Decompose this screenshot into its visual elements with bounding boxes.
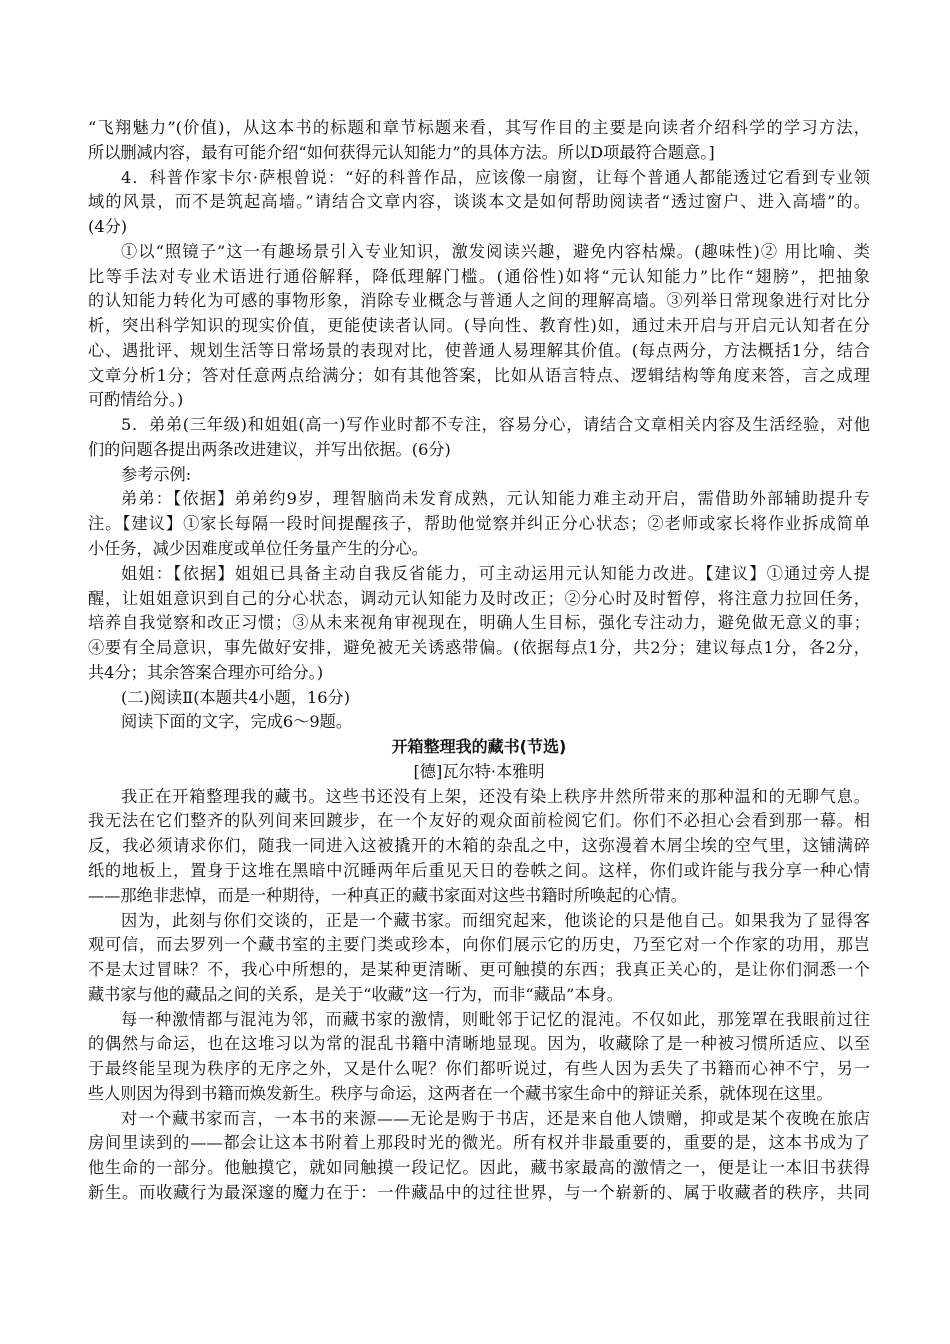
text-line: (4分) <box>88 217 128 237</box>
text-line: 参考示例: <box>121 464 192 484</box>
text-line: 培养自我觉察和改正习惯；③从未来视角审视现在，明确人生目标，强化专注动力，避免做无意义的事； <box>88 613 870 633</box>
text-line: ——那绝非悲悼，而是一种期待，一种真正的藏书家面对这些书籍时所唤起的心情。 <box>88 885 687 905</box>
text-line: 些人则因为得到书籍而焕发新生。秩序与命运，这两者在一个藏书家生命中的辩证关系，就体现在这里。 <box>88 1083 833 1103</box>
text-line: (二)阅读Ⅱ(本题共4小题，16分) <box>121 687 351 707</box>
text-line: 域的风景，而不是筑起高墙。”请结合文章内容，谈谈本文是如何帮助阅读者“透过窗户、进入高墙”的。 <box>88 192 870 212</box>
text-line: “飞翔魅力”(价值)，从这本书的标题和章节标题来看，其写作目的主要是向读者介绍科学的学习方法， <box>88 118 870 137</box>
text-line: 观可信，而去罗列一个藏书室的主要门类或珍本，向你们展示它的历史，乃至它对一个作家的功用，那岂 <box>88 935 870 955</box>
article-author: [德]瓦尔特·本雅明 <box>413 761 545 781</box>
text-line: 我无法在它们整齐的队列间来回踱步，在一个友好的观众面前检阅它们。你们不必担心会看到那一幕。相 <box>88 811 870 831</box>
text-line: 纸的地板上，置身于这堆在黑暗中沉睡两年后重见天日的卷帙之间。这样，你们或许能与我分享一种心情 <box>88 860 870 880</box>
text-line: 藏书家与他的藏品之间的关系，是关于“收藏”这一行为，而非“藏品”本身。 <box>88 984 623 1004</box>
text-line: 姐姐：【依据】姐姐已具备主动自我反省能力，可主动运用元认知能力改进。【建议】①通过旁人提 <box>121 563 870 583</box>
text-line: 弟弟：【依据】弟弟约9岁，理智脑尚未发育成熟，元认知能力难主动开启，需借助外部辅助提升专 <box>121 489 870 509</box>
article-title: 开箱整理我的藏书(节选) <box>391 737 567 757</box>
text-line: 每一种激情都与混沌为邻，而藏书家的激情，则毗邻于记忆的混沌。不仅如此，那笼罩在我眼前过往 <box>121 1009 870 1029</box>
text-line: 不是太过冒昧？不，我心中所想的，是某种更清晰、更可触摸的东西；我真正关心的，是让你们洞悉一个 <box>88 960 870 980</box>
text-line: 房间里读到的——都会让这本书附着上那段时光的微光。所有权并非最重要的，重要的是，这本书成为了 <box>88 1133 870 1153</box>
text-line: 析，突出科学知识的现实价值，更能使读者认同。(导向性、教育性)如，通过未开启与开启元认知者在分 <box>88 316 870 336</box>
text-line: 比等手法对专业术语进行通俗解释，降低理解门槛。(通俗性)如将“元认知能力”比作“翅膀”，把抽象 <box>88 266 870 286</box>
text-line: 反，我必须请求你们，随我一同进入这被撬开的木箱的杂乱之中，这弥漫着木屑尘埃的空气里，这铺满碎 <box>88 836 870 856</box>
text-line: 所以删减内容，最有可能介绍“如何获得元认知能力”的具体方法。所以D项最符合题意。] <box>88 142 715 162</box>
text-line: 5．弟弟(三年级)和姐姐(高一)写作业时都不专注，容易分心，请结合文章相关内容及生活经验，对他 <box>121 415 870 435</box>
text-line: 对一个藏书家而言，一本书的来源——无论是购于书店，还是来自他人馈赠，抑或是某个夜晚在旅店 <box>121 1108 870 1128</box>
text-line: ①以“照镜子”这一有趣场景引入专业知识，激发阅读兴趣，避免内容枯燥。(趣味性)② 用比喻、类 <box>121 241 870 261</box>
text-line: 我正在开箱整理我的藏书。这些书还没有上架，还没有染上秩序井然所带来的那种温和的无聊气息。 <box>121 786 870 806</box>
text-line: 们的问题各提出两条改进建议，并写出依据。(6分) <box>88 439 451 459</box>
text-line: 注。【建议】①家长每隔一段时间提醒孩子，帮助他觉察并纠正分心状态；②老师或家长将作业拆成简单 <box>88 514 870 534</box>
text-line: 可酌情给分。) <box>88 390 184 410</box>
text-line: ④要有全局意识，事先做好安排，避免被无关诱惑带偏。(依据每点1分，共2分；建议每点1分，各2分， <box>88 638 870 658</box>
text-line: 共4分；其余答案合理亦可给分。) <box>88 662 324 682</box>
text-line: 心、遇批评、规划生活等日常场景的表现对比，使普通人易理解其价值。(每点两分，方法概括1分，结合 <box>88 340 870 360</box>
text-line: 醒，让姐姐意识到自己的分心状态，调动元认知能力及时改正；②分心时及时暂停，将注意力拉回任务， <box>88 588 870 608</box>
text-line: 阅读下面的文字，完成6～9题。 <box>121 712 353 732</box>
text-line: 4．科普作家卡尔·萨根曾说：“好的科普作品，应该像一扇窗，让每个普通人都能透过它看到专业领 <box>121 167 870 187</box>
text-line: 于最终能呈现为秩序的无序之外，又是什么呢？你们都听说过，有些人因为丢失了书籍而心神不宁，另一 <box>88 1059 870 1079</box>
document-page <box>88 116 870 1206</box>
text-line: 的认知能力转化为可感的事物形象，消除专业概念与普通人之间的理解高墙。③列举日常现象进行对比分 <box>88 291 870 311</box>
text-line: 他生命的一部分。他触摸它，就如同触摸一段记忆。因此，藏书家最高的激情之一，便是让一本旧书获得 <box>88 1158 870 1178</box>
text-line: 小任务，减少因难度或单位任务量产生的分心。 <box>88 539 428 559</box>
text-line: 文章分析1分；答对任意两点给满分；如有其他答案，比如从语言特点、逻辑结构等角度来答，言之成理 <box>88 365 870 385</box>
text-line: 新生。而收藏行为最深邃的魔力在于：一件藏品中的过往世界，与一个崭新的、属于收藏者的秩序，共同 <box>88 1182 870 1202</box>
text-line: 的偶然与命运，也在这堆习以为常的混乱书籍中清晰地显现。因为，收藏除了是一种被习惯所适应、以至 <box>88 1034 870 1054</box>
text-line: 因为，此刻与你们交谈的，正是一个藏书家。而细究起来，他谈论的只是他自己。如果我为了显得客 <box>121 910 870 930</box>
